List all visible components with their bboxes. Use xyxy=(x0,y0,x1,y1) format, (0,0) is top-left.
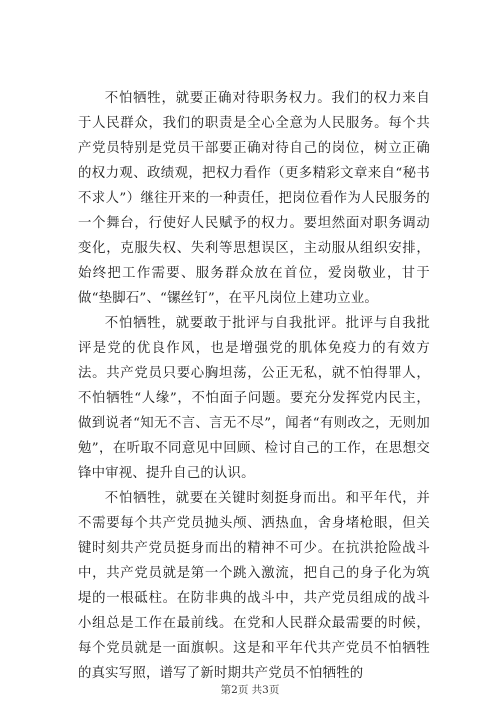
document-body xyxy=(78,86,430,686)
paragraph-3: 不怕牺牲，就要在关键时刻挺身而出。和平年代，并不需要每个共产党员抛头颅、洒热血，舍身堵枪眼，但关键时刻共产党员挺身而出的精神不可少。在抗洪抢险战斗中，共产党员就是第一个跳入激流，把自己的身子化为筑堤的一根砥柱。在防非典的战斗中，共产党员组成的战斗小组总是工作在最前线。在党和人民群众最需要的时候，每个党员就是一面旗帜。这是和平年代共产党员不怕牺牲的真实写照，谱写了新时期共产党员不怕牺牲的 xyxy=(78,491,430,681)
paragraph-1: 不怕牺牲，就要正确对待职务权力。我们的权力来自于人民群众，我们的职责是全心全意为人民服务。每个共产党员特别是党员干部要正确对待自己的岗位，树立正确的权力观、政绩观，把权力看作（更多精彩文章来自“秘书不求人”）继往开来的一种责任，把岗位看作为人民服务的一个舞台，行使好人民赋予的权力。要坦然面对职务调动变化，克服失权、失利等思想误区，主动服从组织安排，始终把工作需要、服务群众放在首位，爱岗敬业，甘于做“垫脚石”、“镙丝钉”，在平凡岗位上建功立业。 xyxy=(78,91,430,306)
page-number-footer: 第2页 共3页 xyxy=(220,684,280,696)
paragraph-2: 不怕牺牲，就要敢于批评与自我批评。批评与自我批评是党的优良作风，也是增强党的肌体免疫力的有效方法。共产党员只要心胸坦荡，公正无私，就不怕得罪人，不怕牺牲“人缘”，不怕面子问题。要充分发挥党内民主，做到说者“知无不言、言无不尽”，闻者“有则改之，无则加勉”，在听取不同意见中回顾、检讨自己的工作，在思想交锋中审视、提升自己的认识。 xyxy=(78,316,430,481)
